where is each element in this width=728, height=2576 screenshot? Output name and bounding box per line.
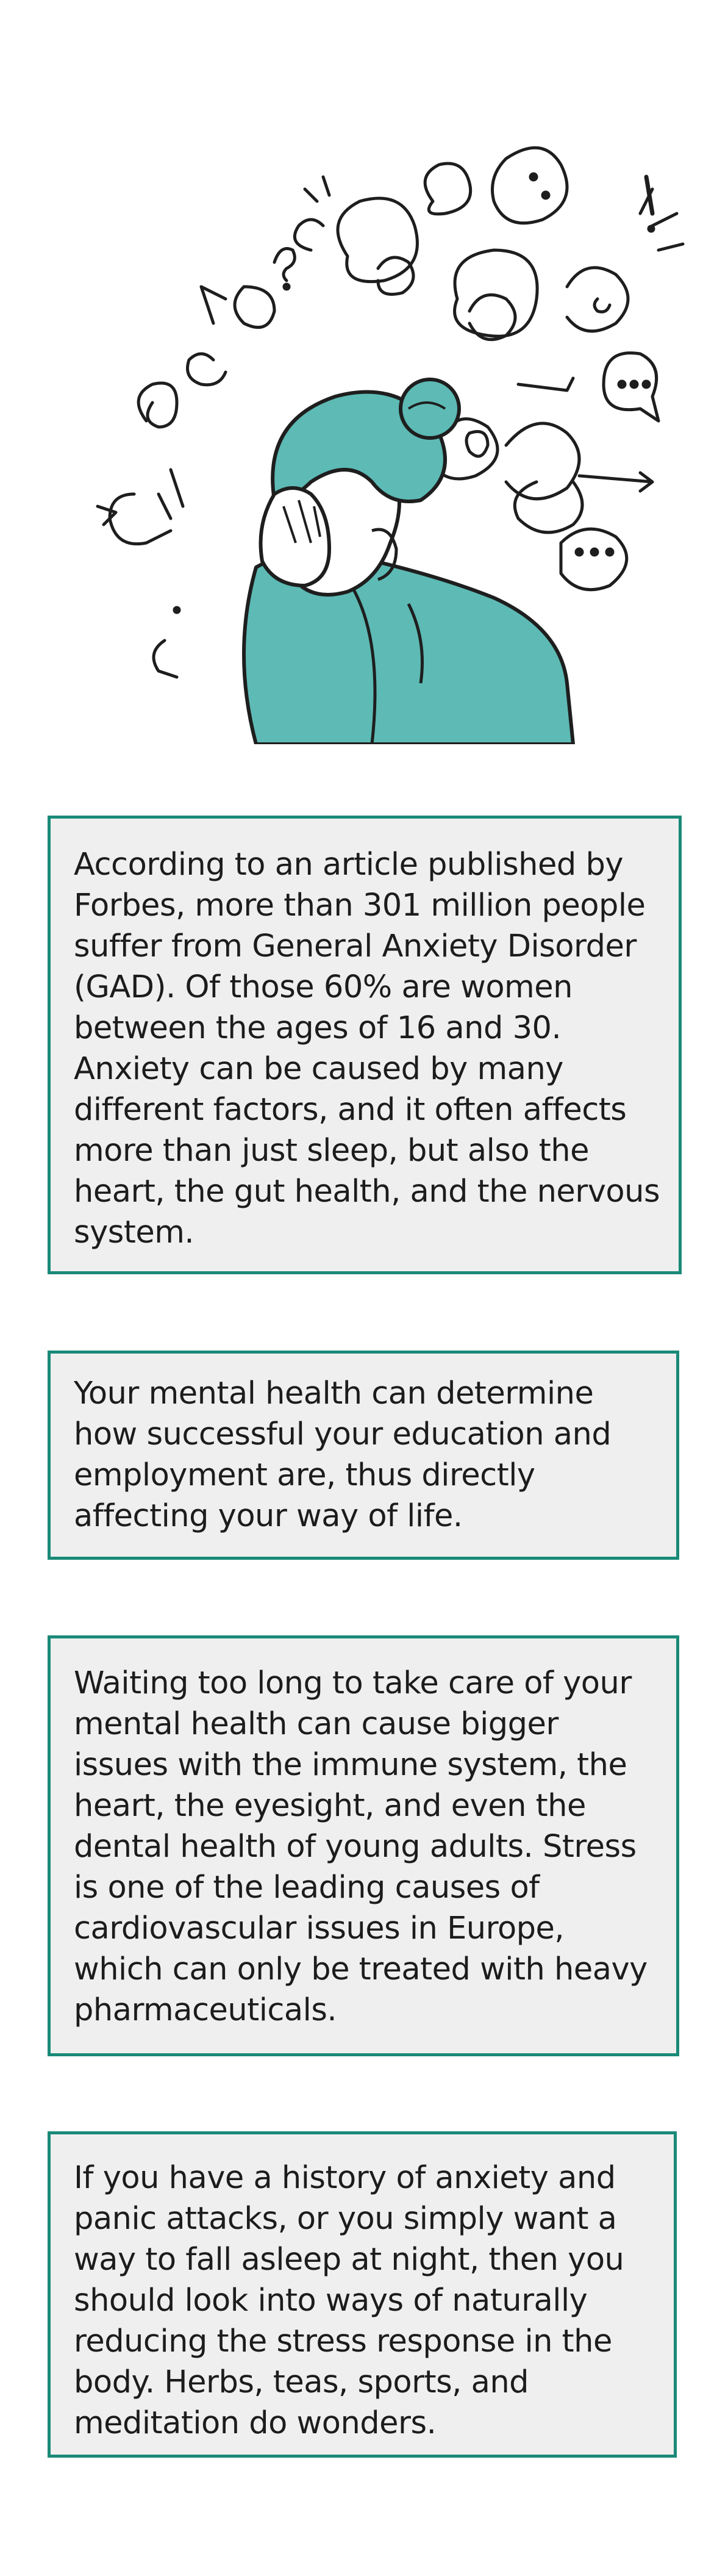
card-text: If you have a history of anxiety and panic attacks, or you simply want a way to fall asleep at night, then you should look into ways of naturally reducing the stress response in the body. Herbs, teas, sports, and meditation do wonders.: [74, 2160, 624, 2441]
card-text: Your mental health can determine how successful your education and employment are, thus directly affecting your way of life.: [74, 1376, 612, 1534]
info-card-health-risks: [48, 1635, 679, 2056]
info-card-forbes-statistics: [48, 816, 682, 1274]
anxious-woman-illustration: [91, 104, 689, 744]
info-card-natural-remedies: [48, 2131, 677, 2458]
card-text: Waiting too long to take care of your mental health can cause bigger issues with the immune system, the heart, the eyesight, and even the dental health of young adults. Stress is one of the leading causes of cardiovascular issues in Europe, which can only be treated with heavy pharmaceuticals.: [74, 1665, 648, 2028]
info-card-mental-health-impact: [48, 1351, 679, 1560]
card-text: According to an article published by Forbes, more than 301 million people suffer from General Anxiety Disorder (GAD). Of those 60% are women between the ages of 16 and 30. Anxiety can be caused by many different factors, and it often affects more than just sleep, but also the heart, the gut health, and the nervous system.: [74, 847, 660, 1250]
